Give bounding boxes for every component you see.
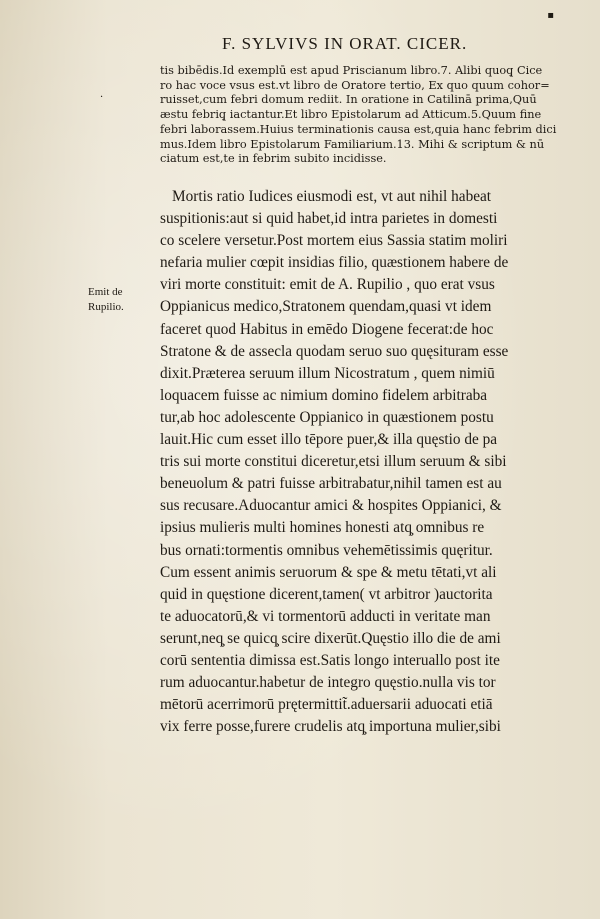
commentary-block [160,64,580,167]
main-text-line: faceret quod Habitus in emēdo Diogene fecerat:de hoc [160,320,494,338]
marginal-note [88,285,158,315]
corner-mark: ▪ [547,10,554,21]
commentary-line: ruisset,cum febri domum rediit. In oratione in Catilinā prima,Quū [160,93,537,107]
main-text-line: lauit.Hic cum esset illo tēpore puer,& illa quęstio de pa [160,431,498,449]
main-text-line: tris sui morte constitui diceretur,etsi illum seruum & sibi [160,453,507,471]
main-text-line: corū sententia dimissa est.Satis longo interuallo post ite [160,651,500,669]
main-text-line: ipsius mulieris multi homines honesti atq̧ omnibus re [160,519,485,537]
main-text-line: vix ferre posse,furere crudelis atq̧ importuna mulier,sibi [160,718,501,736]
main-text-line: suspitionis:aut si quid habet,id intra parietes in domesti [160,210,498,228]
main-text-line: bus ornati:tormentis omnibus vehemētissimis quęritur. [160,541,493,559]
commentary-line: tis bibēdis.Id exemplū est apud Priscianum libro.7. Alibi quoq̧ Cice [160,64,543,77]
marginal-note-line: Rupilio. [88,301,124,313]
commentary-line: ro hac voce vsus est.vt libro de Oratore tertio, Ex quo quum cohor= [160,78,550,92]
main-text-line: beneuolum & patri fuisse arbitrabatur,nihil tamen est au [160,475,502,493]
margin-dot: · [100,92,104,103]
main-text-block [160,186,585,738]
commentary-line: febri laborassem.Huius terminationis causa est,quia hanc febrim dici [160,122,557,136]
main-text-line: te aduocatorū,& vi tormentorū adducti in veritate man [160,607,491,625]
main-text-line: nefaria mulier cœpit insidias filio, quæstionem habere de [160,254,509,272]
commentary-line: ciatum est,te in febrim subito incidisse. [160,152,387,166]
main-text-line: Stratone & de assecla quodam seruo suo quęsituram esse [160,342,509,360]
running-header: F. SYLVIVS IN ORAT. CICER. [222,34,468,53]
main-text-line: Mortis ratio Iudices eiusmodi est, vt aut nihil habeat [172,188,492,205]
main-text-line: quid in quęstione dicerent,tamen( vt arbitror )auctorita [160,585,493,603]
main-text-line: serunt,neq̧ se quicq̧ scire dixerūt.Quęstio illo die de ami [160,629,501,647]
marginal-note-line: Emit de [88,286,123,298]
main-text-line: Cum essent animis seruorum & spe & metu tētati,vt ali [160,563,497,581]
main-text-line: Oppianicus medico,Stratonem quendam,quasi vt idem [160,298,492,316]
main-text-line: viri morte constituit: emit de A. Rupilio , quo erat vsus [160,276,495,294]
main-text-line: co scelere versetur.Post mortem eius Sassia statim moliri [160,232,508,250]
main-text-line: mētorū acerrimorū prętermittit̃.aduersarii aduocati etiā [160,696,493,714]
commentary-line: æstu febriq̧ iactantur.Et libro Epistolarum ad Atticum.5.Quum fine [160,108,542,122]
main-text-line: rum aduocantur.habetur de integro quęstio.nulla vis tor [160,674,496,692]
commentary-line: mus.Idem libro Epistolarum Familiarium.13. Mihi & scriptum & nū [160,137,545,151]
main-text-line: dixit.Præterea seruum illum Nicostratum , quem nimiū [160,364,495,382]
main-text-line: sus recusare.Aduocantur amici & hospites Oppianici, & [160,497,502,515]
main-text-line: loquacem fuisse ac nimium domino fidelem arbitraba [160,386,488,404]
main-text-line: tur,ab hoc adolescente Oppianico in quæstionem postu [160,408,494,426]
